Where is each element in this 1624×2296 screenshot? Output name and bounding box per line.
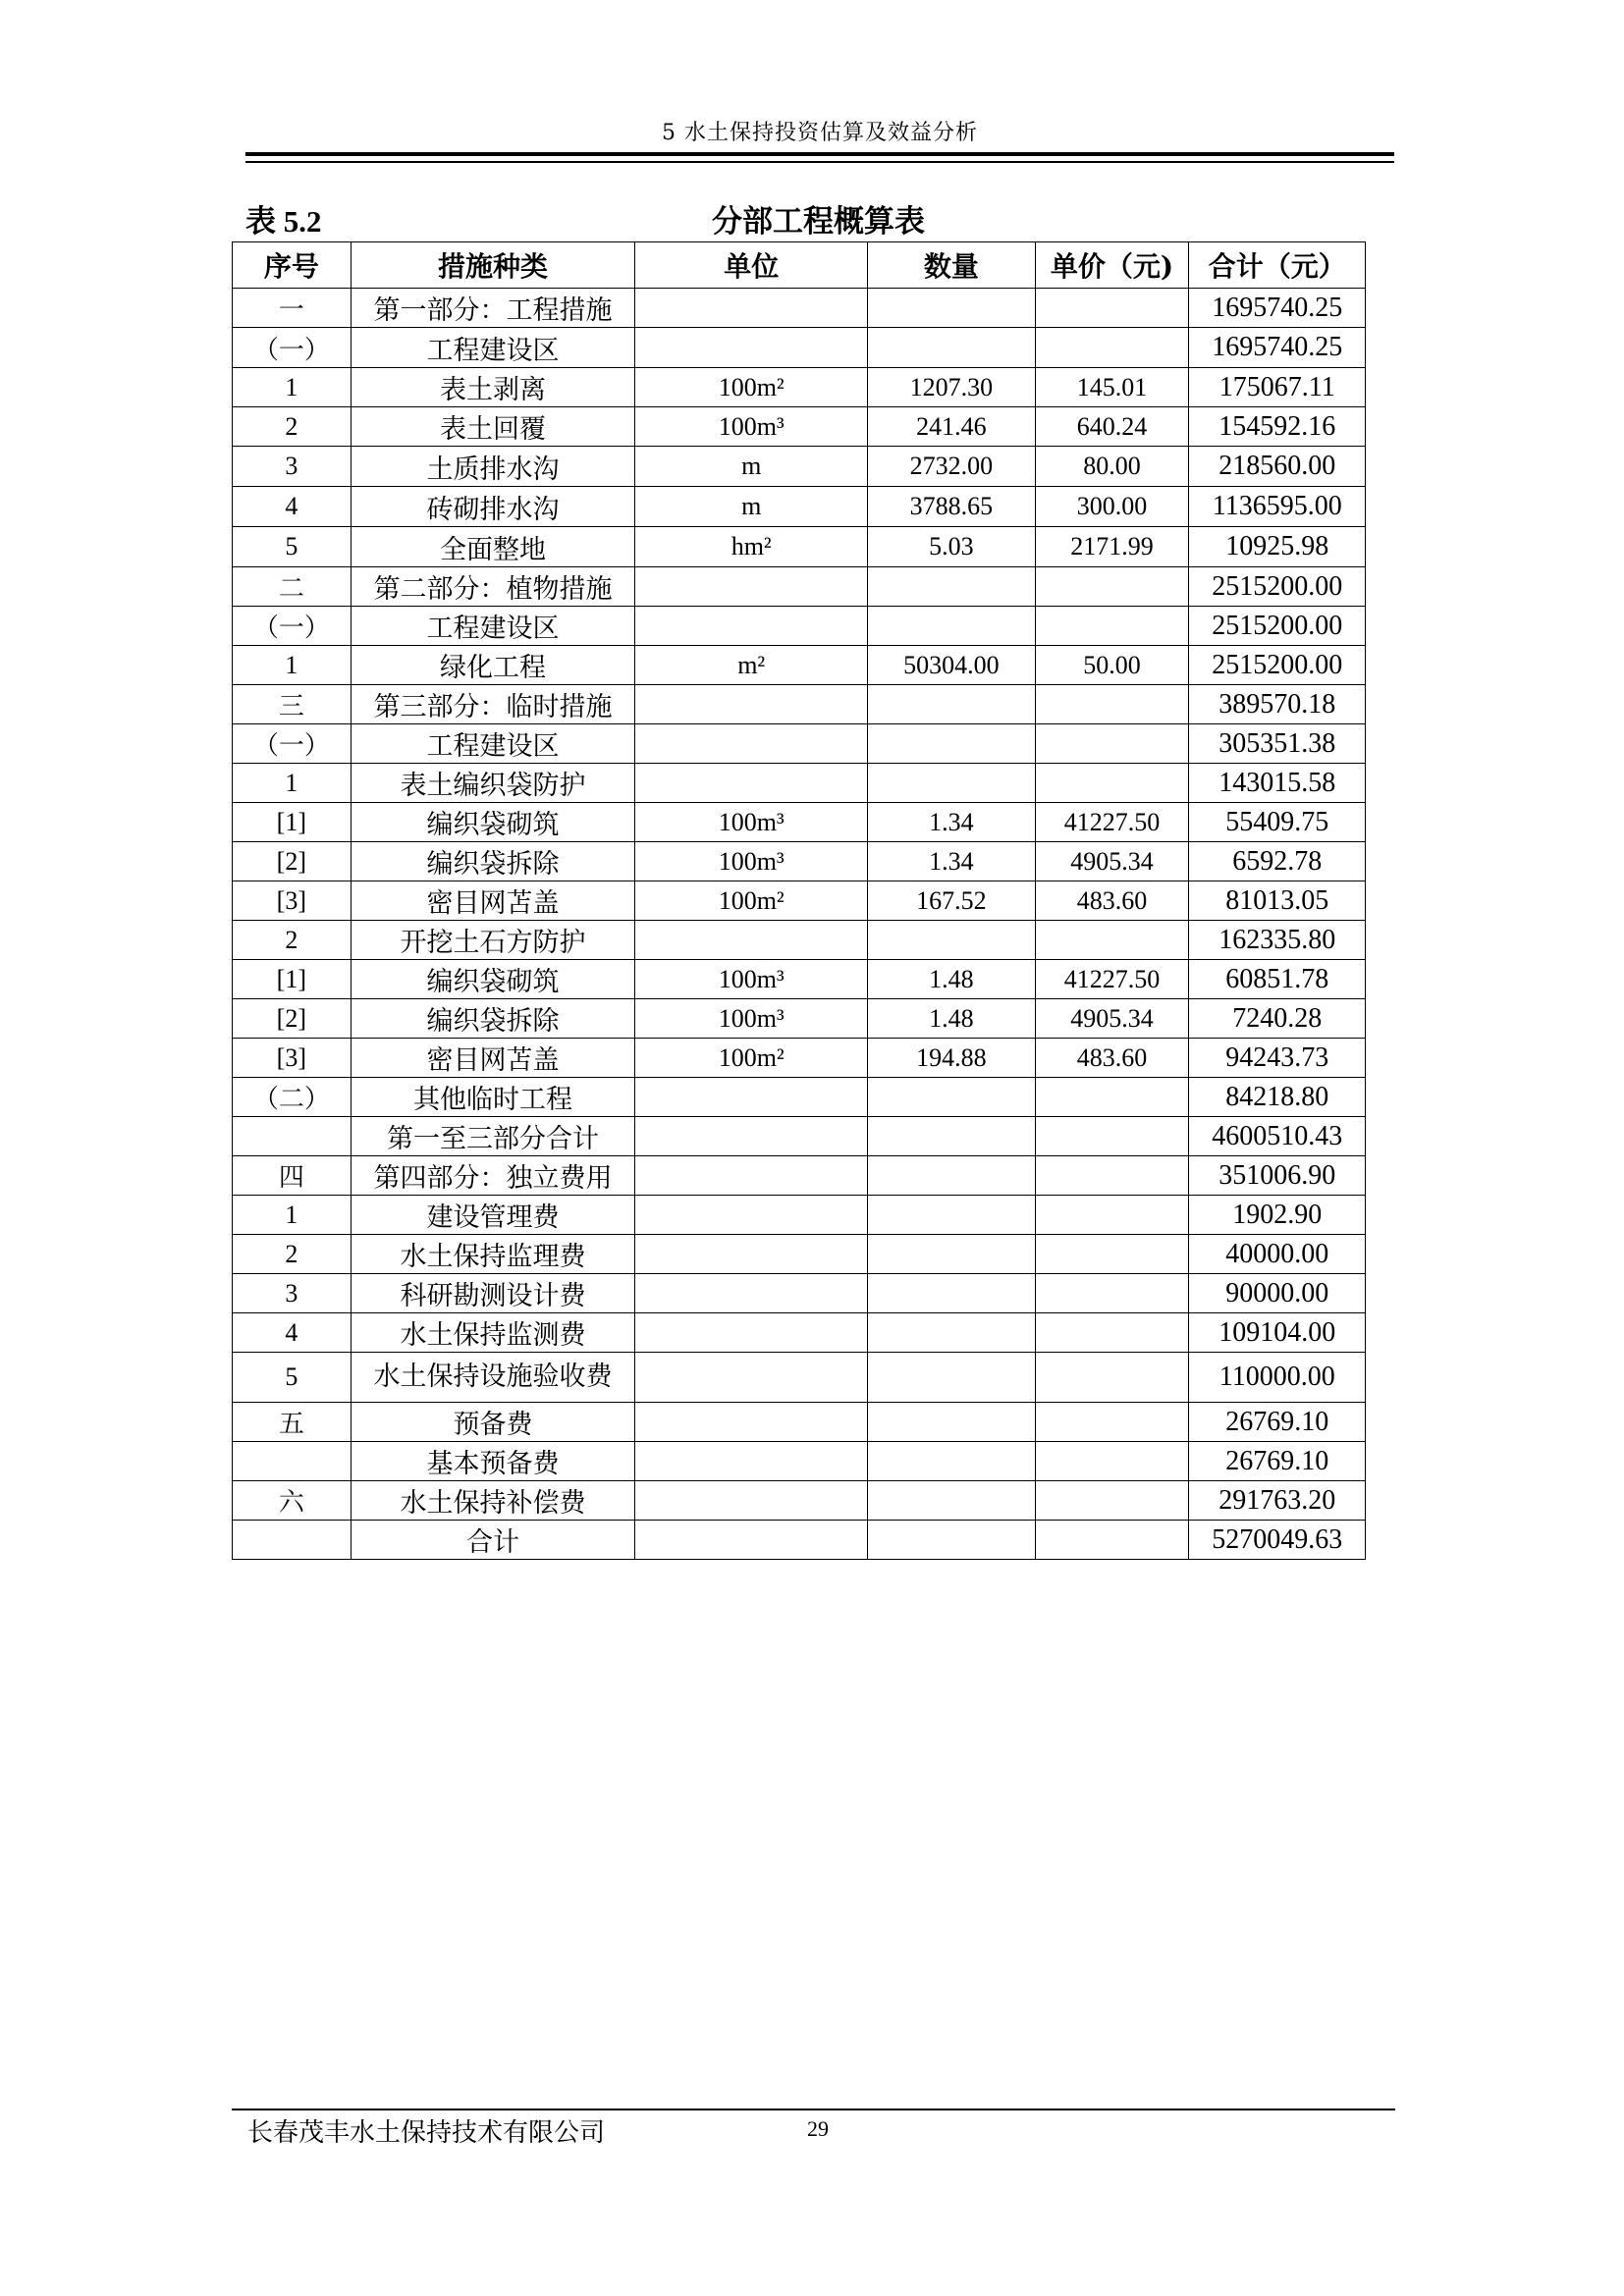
cell-total: 26769.10 <box>1189 1403 1366 1442</box>
cell-unit-price <box>1035 1078 1189 1117</box>
table-row <box>233 842 1366 881</box>
table-row <box>233 1353 1366 1403</box>
cell-measure: 工程建设区 <box>351 607 635 646</box>
col-header-index: 序号 <box>233 242 352 289</box>
cell-measure: 水土保持补偿费 <box>351 1481 635 1521</box>
cell-total: 389570.18 <box>1189 685 1366 724</box>
table-row <box>233 487 1366 527</box>
cell-index: 2 <box>233 1235 352 1274</box>
cell-quantity: 1207.30 <box>868 368 1035 407</box>
cell-measure: 表土编织袋防护 <box>351 764 635 803</box>
table-row <box>233 1481 1366 1521</box>
cell-total: 84218.80 <box>1189 1078 1366 1117</box>
cell-quantity <box>868 1117 1035 1156</box>
page-number: 29 <box>807 2116 829 2141</box>
cell-total: 110000.00 <box>1189 1353 1366 1403</box>
cell-index: [1] <box>233 960 352 999</box>
cell-measure: 水土保持监测费 <box>351 1313 635 1353</box>
table-row <box>233 764 1366 803</box>
table-row <box>233 1117 1366 1156</box>
cell-unit-price: 41227.50 <box>1035 803 1189 842</box>
cell-index <box>233 1442 352 1481</box>
cell-unit-price: 2171.99 <box>1035 527 1189 567</box>
cell-unit <box>635 1235 868 1274</box>
cell-unit-price <box>1035 1481 1189 1521</box>
cell-unit: m² <box>635 646 868 685</box>
cell-quantity <box>868 289 1035 328</box>
cell-total: 1695740.25 <box>1189 289 1366 328</box>
cell-index: [2] <box>233 999 352 1039</box>
cell-measure: 密目网苫盖 <box>351 881 635 921</box>
cell-quantity <box>868 685 1035 724</box>
cell-quantity <box>868 724 1035 764</box>
cell-measure: 第三部分：临时措施 <box>351 685 635 724</box>
table-row <box>233 328 1366 368</box>
cell-unit-price <box>1035 289 1189 328</box>
cell-total: 2515200.00 <box>1189 646 1366 685</box>
table-row <box>233 289 1366 328</box>
cell-index: 4 <box>233 487 352 527</box>
cell-unit-price: 640.24 <box>1035 407 1189 447</box>
cell-measure: 第二部分：植物措施 <box>351 567 635 607</box>
cell-unit <box>635 921 868 960</box>
cell-total: 1695740.25 <box>1189 328 1366 368</box>
table-row <box>233 607 1366 646</box>
col-header-unit-price: 单价（元) <box>1035 242 1189 289</box>
table-row <box>233 881 1366 921</box>
cell-index: 1 <box>233 1196 352 1235</box>
cell-quantity <box>868 1481 1035 1521</box>
cell-quantity <box>868 1196 1035 1235</box>
cell-quantity <box>868 1274 1035 1313</box>
cell-unit: hm² <box>635 527 868 567</box>
table-row <box>233 407 1366 447</box>
cell-measure: 表土剥离 <box>351 368 635 407</box>
cell-unit-price <box>1035 1442 1189 1481</box>
cell-unit-price <box>1035 1235 1189 1274</box>
cell-measure: 第一至三部分合计 <box>351 1117 635 1156</box>
cell-index: 1 <box>233 368 352 407</box>
cell-unit <box>635 764 868 803</box>
cell-index: 3 <box>233 1274 352 1313</box>
cell-quantity: 1.48 <box>868 960 1035 999</box>
cell-index: 3 <box>233 447 352 487</box>
cell-quantity <box>868 1442 1035 1481</box>
cell-index: （二） <box>233 1078 352 1117</box>
cell-total: 143015.58 <box>1189 764 1366 803</box>
cell-measure: 基本预备费 <box>351 1442 635 1481</box>
cell-unit-price: 80.00 <box>1035 447 1189 487</box>
cell-index: [1] <box>233 803 352 842</box>
table-header-row <box>233 242 1366 289</box>
footer-rule <box>232 2109 1395 2110</box>
cell-total: 1136595.00 <box>1189 487 1366 527</box>
table-row <box>233 999 1366 1039</box>
cell-measure: 砖砌排水沟 <box>351 487 635 527</box>
cell-total: 2515200.00 <box>1189 567 1366 607</box>
cell-unit <box>635 724 868 764</box>
cell-unit-price: 483.60 <box>1035 881 1189 921</box>
cell-unit-price: 50.00 <box>1035 646 1189 685</box>
table-row <box>233 1521 1366 1560</box>
cell-measure: 科研勘测设计费 <box>351 1274 635 1313</box>
cell-total: 109104.00 <box>1189 1313 1366 1353</box>
cell-index: （一） <box>233 328 352 368</box>
cell-unit-price <box>1035 1353 1189 1403</box>
col-header-total: 合计（元） <box>1189 242 1366 289</box>
col-header-measure: 措施种类 <box>351 242 635 289</box>
table-row <box>233 1313 1366 1353</box>
cell-unit <box>635 1156 868 1196</box>
cell-measure: 编织袋砌筑 <box>351 803 635 842</box>
cell-quantity: 1.34 <box>868 803 1035 842</box>
cell-index: [3] <box>233 1039 352 1078</box>
cell-unit-price <box>1035 1196 1189 1235</box>
cell-total: 90000.00 <box>1189 1274 1366 1313</box>
cell-total: 81013.05 <box>1189 881 1366 921</box>
cell-total: 7240.28 <box>1189 999 1366 1039</box>
cell-index: 1 <box>233 764 352 803</box>
cell-unit-price <box>1035 1403 1189 1442</box>
cell-unit: 100m² <box>635 1039 868 1078</box>
cell-quantity <box>868 1521 1035 1560</box>
cell-unit: 100m² <box>635 881 868 921</box>
col-header-unit: 单位 <box>635 242 868 289</box>
cell-measure: 合计 <box>351 1521 635 1560</box>
cell-unit <box>635 1196 868 1235</box>
cell-measure: 编织袋拆除 <box>351 999 635 1039</box>
cell-quantity <box>868 1235 1035 1274</box>
cell-total: 351006.90 <box>1189 1156 1366 1196</box>
cell-measure: 预备费 <box>351 1403 635 1442</box>
cell-unit: 100m³ <box>635 960 868 999</box>
cell-unit: m <box>635 487 868 527</box>
table-row <box>233 685 1366 724</box>
cell-unit <box>635 289 868 328</box>
cell-index: [2] <box>233 842 352 881</box>
cell-quantity <box>868 1313 1035 1353</box>
cell-quantity <box>868 567 1035 607</box>
cell-total: 4600510.43 <box>1189 1117 1366 1156</box>
cell-total: 154592.16 <box>1189 407 1366 447</box>
cell-unit-price: 483.60 <box>1035 1039 1189 1078</box>
cell-unit <box>635 1274 868 1313</box>
cell-index <box>233 1117 352 1156</box>
cell-unit-price: 145.01 <box>1035 368 1189 407</box>
cell-unit-price: 300.00 <box>1035 487 1189 527</box>
cell-unit-price <box>1035 685 1189 724</box>
cell-total: 291763.20 <box>1189 1481 1366 1521</box>
cell-measure: 工程建设区 <box>351 724 635 764</box>
cell-unit: 100m² <box>635 368 868 407</box>
cell-index: 5 <box>233 1353 352 1403</box>
table-row <box>233 724 1366 764</box>
cell-quantity: 194.88 <box>868 1039 1035 1078</box>
cell-measure: 表土回覆 <box>351 407 635 447</box>
cell-unit-price <box>1035 921 1189 960</box>
cell-unit-price: 4905.34 <box>1035 999 1189 1039</box>
footer-company: 长春茂丰水土保持技术有限公司 <box>247 2118 606 2148</box>
table-row <box>233 803 1366 842</box>
cell-quantity: 5.03 <box>868 527 1035 567</box>
cell-unit-price <box>1035 567 1189 607</box>
cell-total: 55409.75 <box>1189 803 1366 842</box>
table-row <box>233 1274 1366 1313</box>
cell-quantity: 241.46 <box>868 407 1035 447</box>
cell-index: 2 <box>233 921 352 960</box>
cell-unit: m <box>635 447 868 487</box>
cell-unit-price <box>1035 764 1189 803</box>
table-row <box>233 646 1366 685</box>
cell-quantity: 3788.65 <box>868 487 1035 527</box>
cell-total: 10925.98 <box>1189 527 1366 567</box>
cell-index: 一 <box>233 289 352 328</box>
cell-quantity: 1.48 <box>868 999 1035 1039</box>
cell-unit-price <box>1035 607 1189 646</box>
cell-quantity <box>868 328 1035 368</box>
cell-unit <box>635 1313 868 1353</box>
cell-unit: 100m³ <box>635 842 868 881</box>
cell-unit-price <box>1035 1313 1189 1353</box>
cell-index: 二 <box>233 567 352 607</box>
cell-total: 175067.11 <box>1189 368 1366 407</box>
cell-total: 6592.78 <box>1189 842 1366 881</box>
cell-unit <box>635 1117 868 1156</box>
cell-unit-price <box>1035 1274 1189 1313</box>
cell-total: 1902.90 <box>1189 1196 1366 1235</box>
table-body <box>233 289 1366 1560</box>
cell-index: 5 <box>233 527 352 567</box>
cell-quantity: 50304.00 <box>868 646 1035 685</box>
cell-quantity: 167.52 <box>868 881 1035 921</box>
cell-unit <box>635 567 868 607</box>
cell-quantity <box>868 921 1035 960</box>
cell-index: 六 <box>233 1481 352 1521</box>
cell-unit <box>635 1403 868 1442</box>
cell-total: 5270049.63 <box>1189 1521 1366 1560</box>
cell-quantity <box>868 1078 1035 1117</box>
table-row <box>233 1039 1366 1078</box>
cell-unit-price <box>1035 1521 1189 1560</box>
cell-quantity <box>868 607 1035 646</box>
cell-measure: 密目网苫盖 <box>351 1039 635 1078</box>
cell-unit <box>635 1481 868 1521</box>
cell-total: 218560.00 <box>1189 447 1366 487</box>
cell-measure: 建设管理费 <box>351 1196 635 1235</box>
cell-unit: 100m³ <box>635 407 868 447</box>
cell-unit-price: 4905.34 <box>1035 842 1189 881</box>
cell-measure: 水土保持设施验收费 <box>351 1353 635 1403</box>
cell-measure: 水土保持监理费 <box>351 1235 635 1274</box>
header-rule-thin <box>245 161 1394 163</box>
cell-unit-price <box>1035 1117 1189 1156</box>
cell-quantity <box>868 1156 1035 1196</box>
cell-quantity <box>868 1403 1035 1442</box>
cell-index: （一） <box>233 724 352 764</box>
cell-total: 305351.38 <box>1189 724 1366 764</box>
cell-total: 26769.10 <box>1189 1442 1366 1481</box>
table-row <box>233 1156 1366 1196</box>
cell-unit <box>635 1442 868 1481</box>
cell-index: 三 <box>233 685 352 724</box>
budget-table <box>232 241 1366 1560</box>
table-row <box>233 527 1366 567</box>
cell-total: 162335.80 <box>1189 921 1366 960</box>
cell-measure: 土质排水沟 <box>351 447 635 487</box>
cell-unit <box>635 1078 868 1117</box>
table-number: 表 5.2 <box>245 204 322 239</box>
cell-measure: 其他临时工程 <box>351 1078 635 1117</box>
cell-measure: 开挖土石方防护 <box>351 921 635 960</box>
cell-index: 4 <box>233 1313 352 1353</box>
cell-quantity <box>868 1353 1035 1403</box>
cell-index: [3] <box>233 881 352 921</box>
chapter-header: 5 水土保持投资估算及效益分析 <box>662 121 978 145</box>
cell-measure: 第四部分：独立费用 <box>351 1156 635 1196</box>
cell-index: 1 <box>233 646 352 685</box>
cell-measure: 编织袋拆除 <box>351 842 635 881</box>
cell-total: 94243.73 <box>1189 1039 1366 1078</box>
col-header-quantity: 数量 <box>868 242 1035 289</box>
cell-quantity: 1.34 <box>868 842 1035 881</box>
table-row <box>233 1078 1366 1117</box>
cell-unit-price: 41227.50 <box>1035 960 1189 999</box>
cell-index: 四 <box>233 1156 352 1196</box>
table-row <box>233 1196 1366 1235</box>
cell-measure: 编织袋砌筑 <box>351 960 635 999</box>
table-row <box>233 1235 1366 1274</box>
cell-quantity: 2732.00 <box>868 447 1035 487</box>
cell-unit-price <box>1035 1156 1189 1196</box>
cell-unit-price <box>1035 724 1189 764</box>
table-name: 分部工程概算表 <box>712 204 925 240</box>
cell-unit: 100m³ <box>635 803 868 842</box>
cell-measure: 工程建设区 <box>351 328 635 368</box>
cell-unit <box>635 1353 868 1403</box>
cell-unit <box>635 1521 868 1560</box>
table-row <box>233 1442 1366 1481</box>
cell-quantity <box>868 764 1035 803</box>
cell-total: 60851.78 <box>1189 960 1366 999</box>
cell-unit-price <box>1035 328 1189 368</box>
cell-index <box>233 1521 352 1560</box>
header-rule-thick <box>245 152 1394 156</box>
cell-measure: 绿化工程 <box>351 646 635 685</box>
cell-index: 2 <box>233 407 352 447</box>
cell-measure: 全面整地 <box>351 527 635 567</box>
cell-total: 40000.00 <box>1189 1235 1366 1274</box>
cell-unit: 100m³ <box>635 999 868 1039</box>
cell-unit <box>635 328 868 368</box>
cell-measure: 第一部分：工程措施 <box>351 289 635 328</box>
table-row <box>233 921 1366 960</box>
table-row <box>233 368 1366 407</box>
cell-unit <box>635 607 868 646</box>
cell-index: （一） <box>233 607 352 646</box>
cell-total: 2515200.00 <box>1189 607 1366 646</box>
cell-unit <box>635 685 868 724</box>
cell-index: 五 <box>233 1403 352 1442</box>
table-row <box>233 567 1366 607</box>
table-row <box>233 447 1366 487</box>
table-row <box>233 1403 1366 1442</box>
table-row <box>233 960 1366 999</box>
